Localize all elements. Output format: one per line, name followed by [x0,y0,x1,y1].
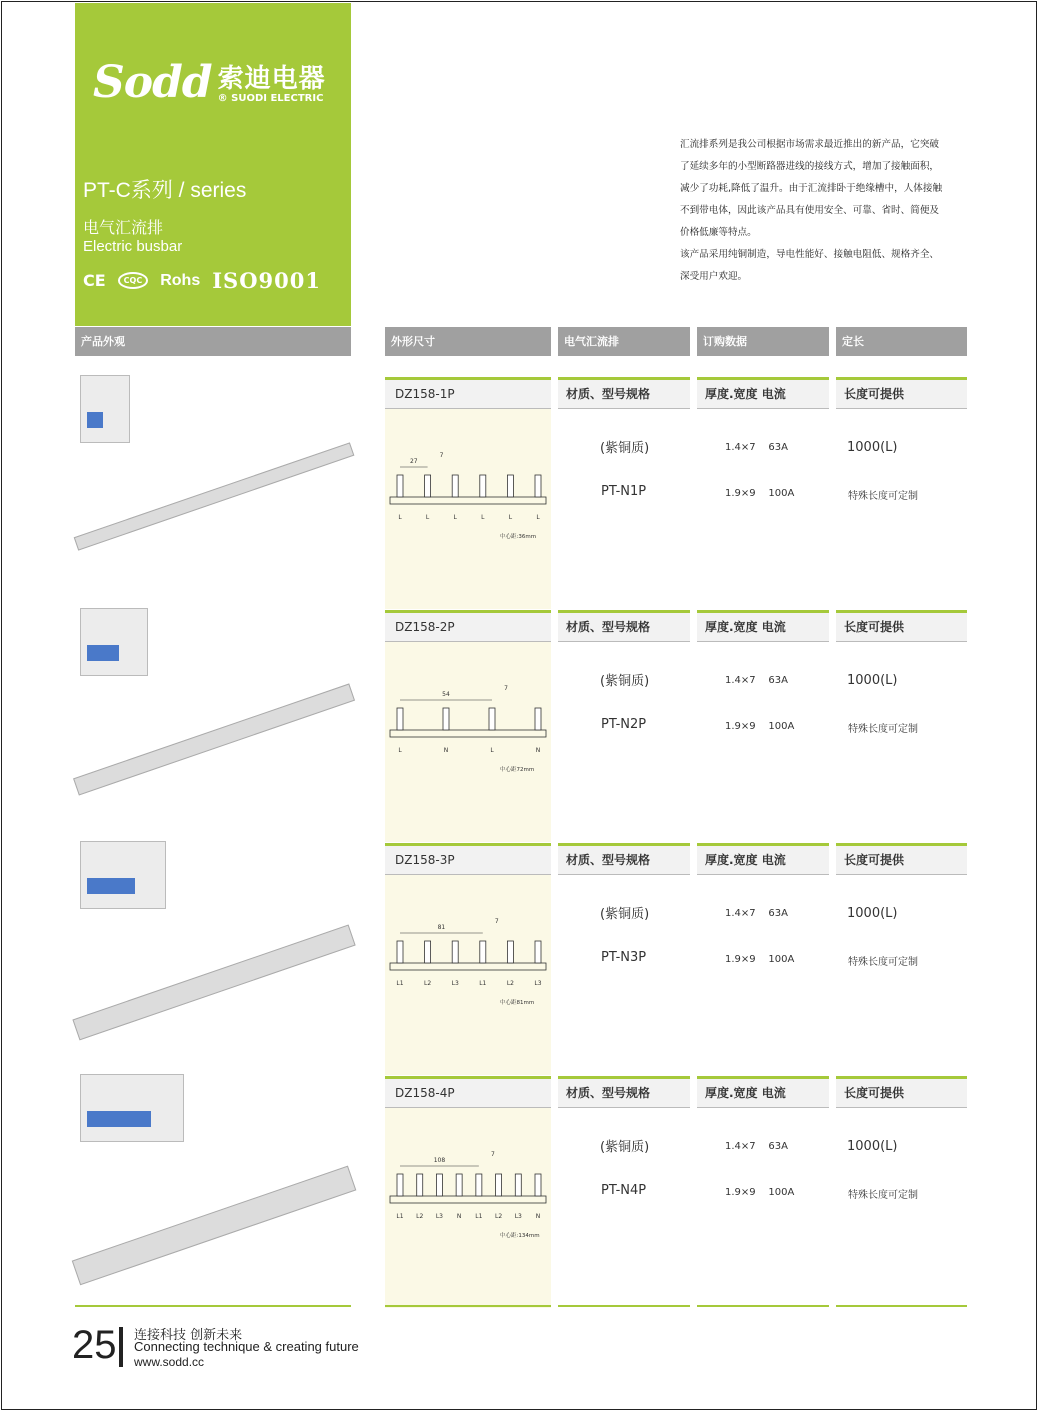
pitch-note: 中心距81mm [500,1000,535,1006]
dimension-drawing [388,1144,548,1254]
busbar-outline [390,497,546,504]
header-appearance: 产品外观 [75,327,351,356]
model-label: DZ158-3P [385,843,551,875]
busbar-prong [489,708,495,730]
logo-chinese: 索迪电器 [217,64,326,94]
header-fixed-length: 定长 [836,327,967,356]
dimension-drawing [388,445,548,555]
material-heading: 材质、型号规格 [558,1076,690,1108]
pole-label: L1 [479,980,487,987]
busbar-prong [436,1174,442,1196]
busbar-prong [496,1174,502,1196]
spec-63a: 1.4×7 63A [725,908,788,919]
custom-length-note: 特殊长度可定制 [848,491,918,502]
model-label: DZ158-2P [385,610,551,642]
busbar-image [73,683,355,795]
pole-label: L2 [416,1213,424,1220]
pole-label: L3 [534,980,542,987]
pole-label: L [481,514,485,521]
material-value: (紫铜质) [600,674,650,689]
order-heading: 厚度.宽度 电流 [697,843,829,875]
busbar-outline [390,1196,546,1203]
pole-label: N [456,1213,462,1220]
part-number: PT-N4P [601,1183,647,1198]
page-number-divider [119,1327,123,1367]
iso-mark: ISO9001 [212,268,321,293]
intro-text [680,134,970,288]
model-label: DZ158-4P [385,1076,551,1108]
busbar-prong [480,475,486,497]
material-heading: 材质、型号规格 [558,610,690,642]
breaker-handle [87,412,103,428]
pole-label: L2 [506,980,514,987]
circuit-breaker-image [80,608,148,676]
dimension-b: 7 [439,452,444,459]
pole-label: L [508,514,513,521]
footer-divider [75,1305,351,1307]
pole-label: L1 [396,1213,404,1220]
busbar-outline [390,963,546,970]
footer-divider [836,1305,967,1307]
dimension-b: 7 [504,685,508,692]
pole-label: L [398,747,402,754]
product-name-en: Electric busbar [83,238,183,255]
pole-label: N [535,1213,541,1220]
pole-label: L1 [475,1213,483,1220]
busbar-prong [425,475,431,497]
custom-length-note: 特殊长度可定制 [848,957,918,968]
model-label: DZ158-1P [385,377,551,409]
pole-label: L [536,514,540,521]
pole-label: L3 [451,980,459,987]
product-row [0,377,1040,609]
product-name-cn: 电气汇流排 [83,218,164,237]
spec-63a: 1.4×7 63A [725,442,788,453]
slogan-cn: 连接科技 创新未来 [134,1328,243,1343]
circuit-breaker-image [80,375,130,443]
pitch-note: 中心距72mm [500,767,535,773]
spec-100a: 1.9×9 100A [725,1187,795,1198]
busbar-prong [452,475,458,497]
busbar-prong [425,941,431,963]
length-value: 1000(L) [847,440,898,455]
pole-label: L1 [396,980,404,987]
header-order-data: 订购数据 [697,327,829,356]
breaker-handle [87,878,135,894]
part-number: PT-N1P [601,484,647,499]
spec-100a: 1.9×9 100A [725,954,795,965]
breaker-handle [87,645,119,661]
pole-label: L3 [435,1213,444,1220]
pole-label: L [453,514,457,521]
circuit-breaker-image [80,841,166,909]
breaker-handle [87,1111,151,1127]
dimension-drawing [388,911,548,1021]
product-row [0,610,1040,842]
custom-length-note: 特殊长度可定制 [848,1190,918,1201]
spec-63a: 1.4×7 63A [725,675,788,686]
rohs-mark: Rohs [160,271,201,289]
cqc-mark: CQC [118,272,149,289]
company-logo [93,57,326,108]
slogan-en: Connecting technique & creating future [134,1339,359,1354]
busbar-prong [397,708,403,730]
pole-label: N [535,747,541,754]
busbar-prong [443,708,449,730]
order-heading: 厚度.宽度 电流 [697,610,829,642]
busbar-image [72,925,355,1041]
busbar-prong [397,1174,403,1196]
busbar-prong [397,941,403,963]
busbar-prong [456,1174,462,1196]
dimension-a: 81 [437,924,446,931]
logo-english: ® SUODI ELECTRIC [217,93,324,104]
ce-mark: CE [83,271,106,290]
material-value: (紫铜质) [600,1140,650,1155]
length-value: 1000(L) [847,1139,898,1154]
pole-label: N [443,747,449,754]
intro-line: 减少了功耗,降低了温升。由于汇流排卧于绝缘槽中，人体接触 [680,183,943,194]
busbar-prong [417,1174,423,1196]
series-title: PT-C系列 / series [83,179,247,202]
spec-100a: 1.9×9 100A [725,721,795,732]
busbar-prong [507,941,513,963]
busbar-prong [452,941,458,963]
footer-divider [558,1305,690,1307]
length-value: 1000(L) [847,673,898,688]
busbar-prong [535,1174,541,1196]
busbar-image [72,1166,357,1286]
pole-label: L3 [514,1213,522,1220]
intro-line: 价格低廉等特点。 [680,227,757,238]
pole-label: L2 [494,1213,503,1220]
busbar-image [74,442,355,550]
product-row [0,1076,1040,1308]
order-heading: 厚度.宽度 电流 [697,1076,829,1108]
busbar-prong [397,475,403,497]
dimension-a: 54 [442,691,450,698]
pole-label: L2 [424,980,432,987]
busbar-prong [480,941,486,963]
pole-label: L [490,747,494,754]
order-heading: 厚度.宽度 电流 [697,377,829,409]
custom-length-note: 特殊长度可定制 [848,724,918,735]
intro-line: 了延续多年的小型断路器进线的接线方式，增加了接触面积， [680,161,940,172]
part-number: PT-N3P [601,950,647,965]
pitch-note: 中心距:36mm [500,534,537,540]
page-number: 25 [72,1323,117,1367]
busbar-outline [390,730,546,737]
busbar-prong [515,1174,521,1196]
length-heading: 长度可提供 [836,610,967,642]
website-link[interactable]: www.sodd.cc [134,1355,205,1369]
footer-divider [697,1305,829,1307]
intro-line: 不到带电体，因此该产品具有使用安全、可靠、省时、简便及 [680,205,940,216]
pole-label: L [425,514,430,521]
busbar-prong [507,475,513,497]
dimension-drawing [388,678,548,788]
intro-line: 汇流排系列是我公司根据市场需求最近推出的新产品，它突破 [680,139,940,150]
intro-line: 深受用户欢迎。 [680,271,748,282]
dimension-a: 108 [433,1157,446,1164]
material-heading: 材质、型号规格 [558,843,690,875]
length-heading: 长度可提供 [836,843,967,875]
dimension-b: 7 [494,918,499,925]
length-heading: 长度可提供 [836,377,967,409]
pole-label: L [398,514,402,521]
header-dimensions: 外形尺寸 [385,327,551,356]
footer-divider [385,1305,551,1307]
busbar-prong [535,941,541,963]
material-value: (紫铜质) [600,441,650,456]
dimension-a: 27 [409,458,418,465]
material-value: (紫铜质) [600,907,650,922]
length-heading: 长度可提供 [836,1076,967,1108]
dimension-b: 7 [490,1151,495,1158]
product-row [0,843,1040,1075]
busbar-prong [476,1174,482,1196]
logo-script: Sodd [93,57,212,108]
header-busbar: 电气汇流排 [558,327,690,356]
busbar-prong [535,475,541,497]
circuit-breaker-image [80,1074,184,1142]
material-heading: 材质、型号规格 [558,377,690,409]
spec-63a: 1.4×7 63A [725,1141,788,1152]
brand-panel [75,3,351,326]
part-number: PT-N2P [601,717,647,732]
length-value: 1000(L) [847,906,898,921]
busbar-prong [535,708,541,730]
spec-100a: 1.9×9 100A [725,488,795,499]
certification-marks [83,268,321,293]
intro-line: 该产品采用纯铜制造，导电性能好、接触电阻低、规格齐全、 [680,249,940,260]
pitch-note: 中心距:134mm [500,1233,540,1239]
